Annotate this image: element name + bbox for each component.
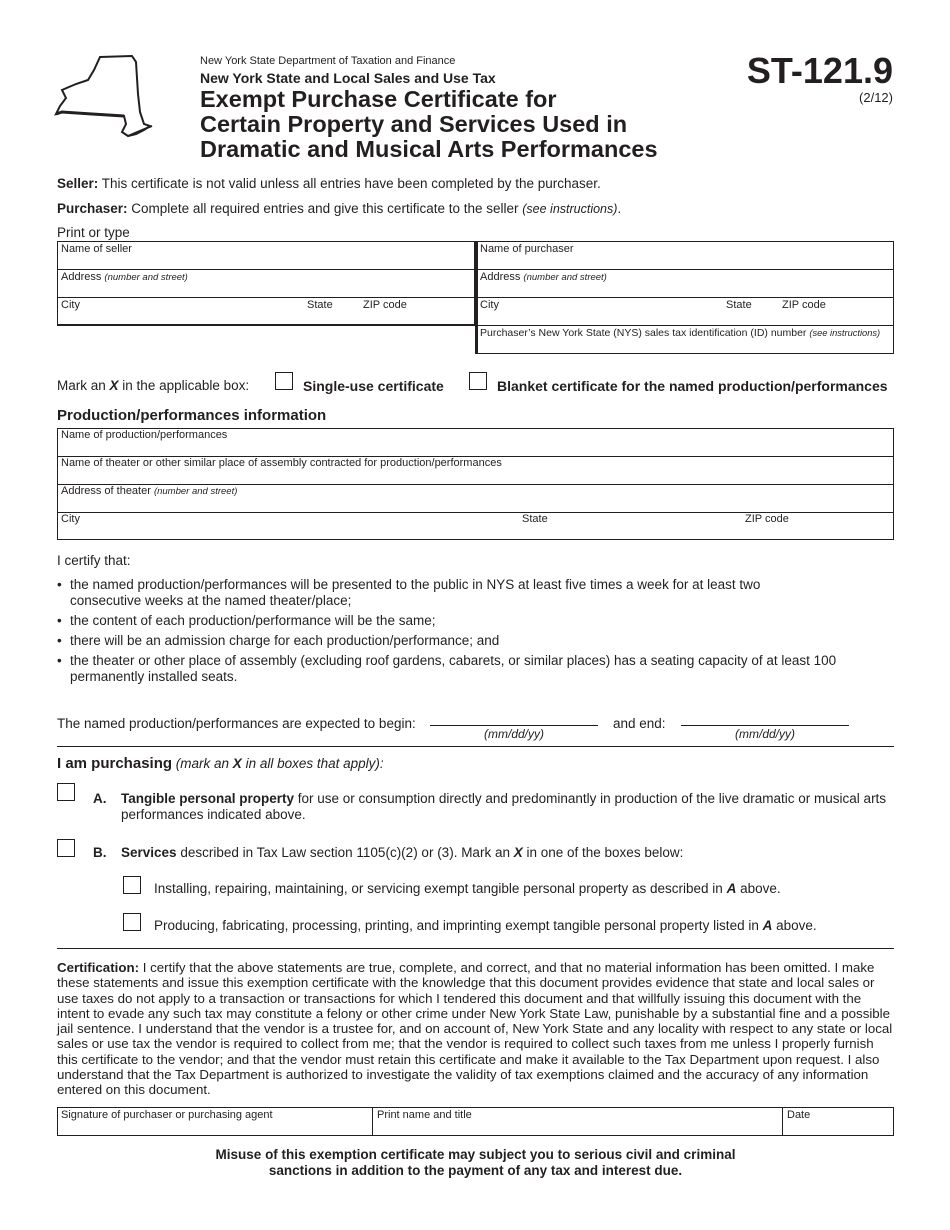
theater-address-hint: (number and street) <box>153 486 238 497</box>
purchaser-tax-id-field[interactable] <box>480 327 880 339</box>
begin-date-label: The named production/performances are expected to begin: <box>57 716 416 731</box>
end-date-format: (mm/dd/yy) <box>735 727 795 741</box>
theater-name-field[interactable]: Name of theater or other similar place of assembly contracted for production/performances <box>61 457 502 469</box>
option-a-letter: A. <box>93 791 107 806</box>
option-b-bold: Services <box>121 845 177 860</box>
purchaser-state-field[interactable]: State <box>726 299 752 311</box>
purchaser-tax-id-label: Purchaser’s New York State (NYS) sales tax identification (ID) number <box>480 327 810 339</box>
purchaser-instruction <box>57 201 621 216</box>
seller-zip-field[interactable]: ZIP code <box>363 299 407 311</box>
print-name-field[interactable]: Print name and title <box>377 1109 472 1121</box>
certify-bullet-1: • the named production/performances will be presented to the public in NYS at least five times a week for at least two consecutive weeks at the named theater/place; <box>57 577 761 608</box>
option-a-text <box>121 791 896 822</box>
purchasing-title: I am purchasing <box>57 755 173 772</box>
end-date-label: and end: <box>613 716 666 731</box>
seller-address-hint: (number and street) <box>104 272 188 283</box>
purchasing-heading <box>57 755 384 773</box>
begin-date-input-line[interactable] <box>430 725 598 726</box>
mark-x: X <box>109 378 119 393</box>
mark-instruction <box>57 378 249 393</box>
single-use-label: Single-use certificate <box>303 378 444 394</box>
blanket-label: Blanket certificate for the named production/performances <box>497 378 888 394</box>
seller-city-field[interactable]: City <box>61 299 80 311</box>
misuse-warning <box>57 1147 894 1179</box>
purchaser-label: Purchaser: <box>57 201 128 216</box>
purchaser-period: . <box>617 201 622 216</box>
title-line-3: Dramatic and Musical Arts Performances <box>200 136 658 162</box>
new-york-state-map-icon <box>52 54 156 142</box>
form-number: ST-121.9 <box>746 50 893 91</box>
purchaser-tax-id-hint: (see instructions) <box>809 328 881 338</box>
purchaser-address-field[interactable] <box>480 271 607 283</box>
purchaser-text: Complete all required entries and give this certificate to the seller <box>127 201 523 216</box>
option-a-desc: for use or consumption directly and predominantly in production of the live dramatic or musical arts performances indicated above. <box>121 791 887 822</box>
mark-prefix: Mark an <box>57 378 110 393</box>
services-checkbox[interactable] <box>57 839 75 857</box>
producing-services-checkbox[interactable] <box>123 913 141 931</box>
begin-date-format: (mm/dd/yy) <box>484 727 544 741</box>
date-field[interactable]: Date <box>787 1109 811 1121</box>
signature-field[interactable]: Signature of purchaser or purchasing agent <box>61 1109 273 1121</box>
purchasing-note: (mark an X in all boxes that apply): <box>172 756 384 771</box>
seller-text: This certificate is not valid unless all entries have been completed by the purchaser. <box>98 176 601 191</box>
form-revision: (2/12) <box>859 90 893 105</box>
single-use-checkbox[interactable] <box>275 372 293 390</box>
misuse-line-2: sanctions in addition to the payment of any tax and interest due. <box>268 1163 683 1178</box>
mark-suffix: in the applicable box: <box>118 378 250 393</box>
purchaser-address-label: Address <box>480 271 524 283</box>
installing-services-checkbox[interactable] <box>123 876 141 894</box>
certify-bullet-3: • there will be an admission charge for each production/performance; and <box>57 633 500 648</box>
option-b-text: Services described in Tax Law section 1105(c)(2) or (3). Mark an X in one of the boxes below: <box>121 845 684 860</box>
title-line-2: Certain Property and Services Used in <box>200 111 628 137</box>
option-b-letter: B. <box>93 845 107 860</box>
purchaser-name-field[interactable]: Name of purchaser <box>480 243 574 255</box>
seller-label: Seller: <box>57 176 99 191</box>
production-heading: Production/performances information <box>57 407 327 424</box>
misuse-line-1: Misuse of this exemption certificate may subject you to serious civil and criminal <box>215 1147 736 1162</box>
seller-address-label: Address <box>61 271 105 283</box>
certification-label: Certification: <box>57 960 140 975</box>
theater-address-label: Address of theater <box>61 485 154 497</box>
theater-city-field[interactable]: City <box>61 513 80 525</box>
certify-intro: I certify that: <box>57 553 131 568</box>
seller-instruction <box>57 176 601 191</box>
title-line-1: Exempt Purchase Certificate for <box>200 86 557 112</box>
purchaser-city-field[interactable]: City <box>480 299 499 311</box>
blanket-checkbox[interactable] <box>469 372 487 390</box>
print-or-type: Print or type <box>57 225 130 240</box>
purchaser-zip-field[interactable]: ZIP code <box>782 299 826 311</box>
certification-text: I certify that the above statements are true, complete, and correct, and that no material information has been omitted. I make these statements and issue this exemption certificate with the knowledge that this document provides evidence that state and local sales or use taxes do not apply to a transaction or transactions for which I tendered this document and that willfully issuing this document with the intent to evade any such tax may constitute a felony or other crime under New York State Law, punishable by a substantial fine and a possible jail sentence. I understand that the vendor is a trustee for, and on account of, New York State and any locality with respect to any state or local sales or use tax the vendor is required to collect from me; that the vendor is required to collect such taxes from me unless I properly furnish this certificate to the vendor; and that the vendor must retain this certificate and make it available to the Tax Department upon request. I also understand that the Tax Department is authorized to investigate the validity of tax exemptions claimed and the accuracy of any information entered on this document. <box>57 960 893 1098</box>
seller-address-field[interactable] <box>61 271 188 283</box>
producing-services-label: Producing, fabricating, processing, printing, and imprinting exempt tangible personal property listed in A above. <box>154 918 817 933</box>
certification-statement <box>57 960 894 1098</box>
tangible-property-checkbox[interactable] <box>57 783 75 801</box>
theater-state-field[interactable]: State <box>522 513 548 525</box>
seller-state-field[interactable]: State <box>307 299 333 311</box>
form-title <box>200 87 658 162</box>
purchaser-address-hint: (number and street) <box>523 272 607 283</box>
theater-address-field[interactable] <box>61 485 237 497</box>
purchaser-see-instructions: (see instructions) <box>522 202 618 216</box>
certify-bullet-2: • the content of each production/performance will be the same; <box>57 613 436 628</box>
tax-subtitle: New York State and Local Sales and Use Tax <box>200 70 496 86</box>
installing-services-label: Installing, repairing, maintaining, or servicing exempt tangible personal property as described in A above. <box>154 881 781 896</box>
department-name: New York State Department of Taxation and Finance <box>200 55 456 67</box>
production-name-field[interactable]: Name of production/performances <box>61 429 228 441</box>
seller-name-field[interactable]: Name of seller <box>61 243 132 255</box>
theater-zip-field[interactable]: ZIP code <box>745 513 789 525</box>
end-date-input-line[interactable] <box>681 725 849 726</box>
option-a-bold: Tangible personal property <box>121 791 295 806</box>
certify-bullet-4: • the theater or other place of assembly (excluding roof gardens, cabarets, or similar places) has a seating capacity of at least 100 permanently installed seats. <box>57 653 837 684</box>
